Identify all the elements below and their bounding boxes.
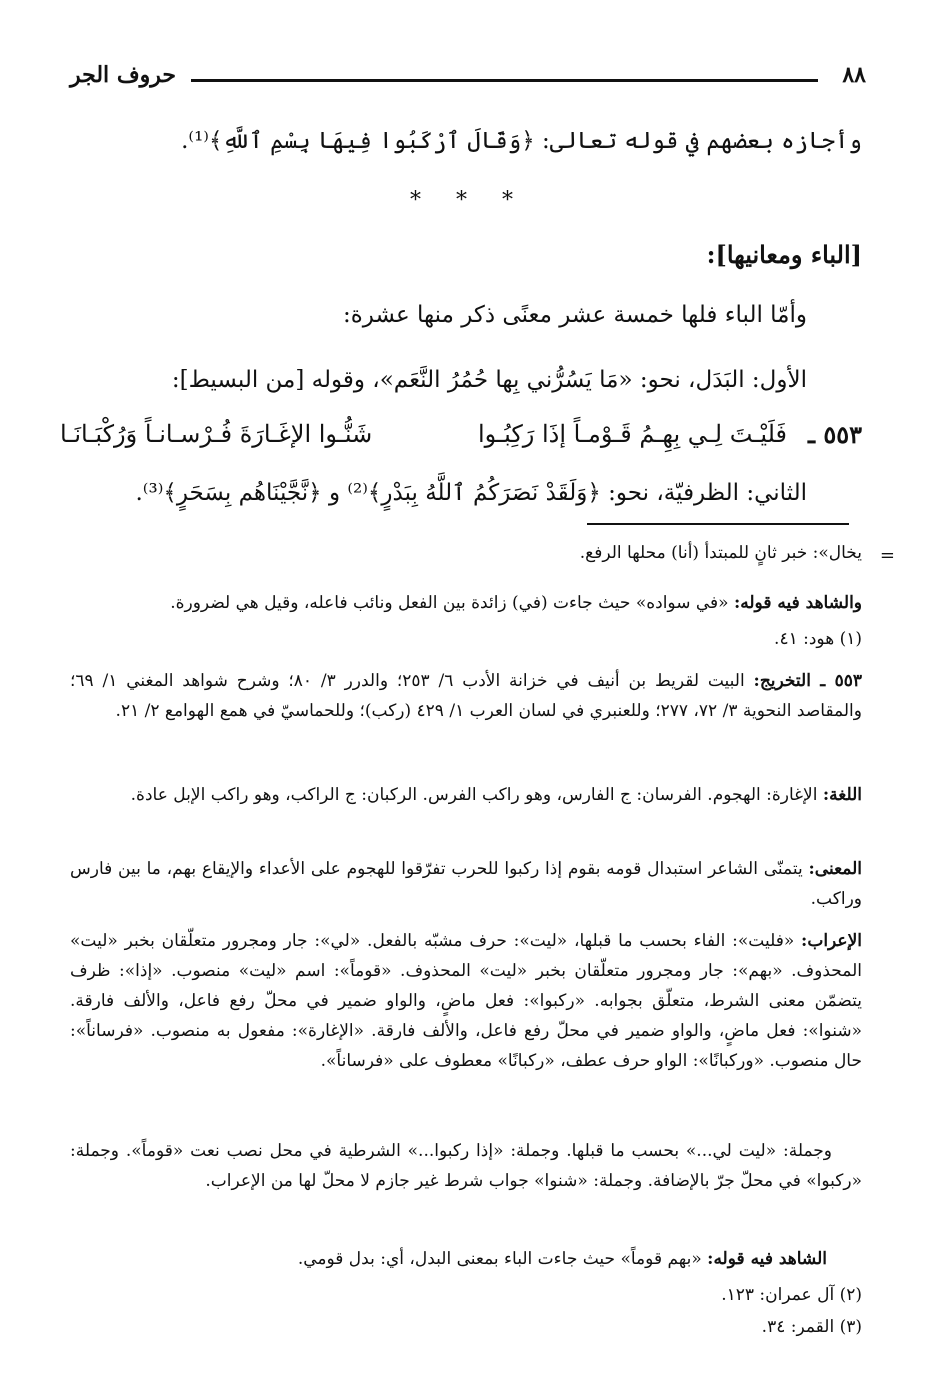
section-stars: * * *	[410, 188, 527, 213]
shahid-text: «في سواده» حيث جاءت (في) زائدة بين الفعل ونائب فاعله، وقيل هي لضرورة.	[170, 593, 729, 613]
shahid-2-text: «بهم قوماً» حيث جاءت الباء بمعنى البدل، أي: بدل قومي.	[297, 1249, 702, 1269]
section-heading: [الباء ومعانيها]:	[706, 240, 862, 269]
footnote-shahid-2	[70, 1244, 827, 1274]
footnote-continuation: يخال»: خبر ثانٍ للمبتدأ (أنا) محلها الرفع.	[579, 543, 862, 563]
lugha-label: اللغة:	[822, 785, 862, 805]
irab-text: «فليت»: الفاء بحسب ما قبلها، «ليت»: حرف مشبّه بالفعل. «لي»: جار ومجرور متعلّقان بخبر «ليت» المحذوف. «بهم»: جار ومجرور متعلّقان بخبر «ليت» المحذوف. «قوماً»: اسم «ليت» منصوب. «إذا»: ظرف يتضمّن معنى الشرط، متعلّق بجوابه. «ركبوا»: فعل ماضٍ، والواو ضمير في محلّ رفع فاعل، والألف فارقة. «شنوا»: فعل ماضٍ، والواو ضمير في محلّ رفع فاعل، والألف فارقة. «الإغارة»: مفعول به منصوب. «فرساناً»: حال منصوب. «وركبانًا»: الواو حرف عطف، «ركبانًا» معطوف على «فرساناً».	[70, 931, 862, 1071]
footnote-jumla: وجملة: «ليت لي...» بحسب ما قبلها. وجملة: «إذا ركبوا...» الشرطية في محل نصب نعت «قوماً». وجملة: «ركبوا» في محلّ جرّ بالإضافة. وجملة: «شنوا» جواب شرط غير جازم لا محلّ لها من الإعراب.	[70, 1141, 862, 1191]
body-line-3: الأول: البَدَل، نحو: «مَا يَسُرُّني بِها حُمُرُ النَّعَم»، وقوله [من البسيط]:	[171, 367, 807, 393]
continuation-mark: =	[879, 545, 895, 566]
irab-label: الإعراب:	[801, 931, 862, 951]
footnote-shahid-1	[70, 588, 862, 618]
footnote-irab	[70, 926, 862, 1076]
takhrij-label: ٥٥٣ ـ التخريج:	[753, 671, 862, 691]
footnote-1: (١) هود: ٤١.	[774, 629, 862, 649]
body-line-2: وأمّا الباء فلها خمسة عشر معنًى ذكر منها عشرة:	[343, 302, 807, 328]
shahid-2-label: الشاهد فيه قوله:	[707, 1249, 827, 1269]
footnote-separator	[587, 523, 849, 525]
body-line-1: وأجازه بعضهم في قوله تعالى: ﴿وَقَالَ ٱرْكَبُوا فِيهَا بِسْمِ ٱللَّهِ﴾⁽¹⁾.	[181, 128, 862, 154]
footnote-3: (٣) القمر: ٣٤.	[761, 1317, 862, 1337]
lugha-text: الإغارة: الهجوم. الفرسان: ج الفارس، وهو راكب الفرس. الركبان: ج الراكب، وهو راكب الإبل عادة.	[130, 785, 818, 805]
verse-hemistich-2: شَنُّـوا الإغَـارَةَ فُـرْسـانـاً وَرُكْبَـانَـا	[60, 420, 373, 448]
mana-label: المعنى:	[808, 859, 863, 879]
body-line-4: الثاني: الظرفيّة، نحو: ﴿وَلَقَدْ نَصَرَكُمُ ٱللَّهُ بِبَدْرٍ﴾⁽²⁾ و ﴿نَّجَّيْنَاهُم بِسَحَرٍ﴾⁽³⁾.	[135, 480, 807, 506]
takhrij-text: البيت لقريط بن أنيف في خزانة الأدب ٦/ ٢٥٣؛ والدرر ٣/ ٨٠؛ وشرح شواهد المغني ١/ ٦٩؛ والمقاصد النحوية ٣/ ٧٢، ٢٧٧؛ وللعنبري في لسان العرب ١/ ٤٢٩ (ركب)؛ وللحماسيّ في همع الهوامع ٢/ ٢١.	[70, 671, 862, 721]
page-number: ٨٨	[842, 62, 866, 88]
shahid-label: والشاهد فيه قوله:	[733, 593, 862, 613]
mana-text: يتمنّى الشاعر استبدال قومه بقوم إذا ركبوا للحرب تفرّقوا للهجوم على الأعداء والإيقاع بهم، ما بين فارس وراكب.	[70, 859, 862, 909]
verse-number: ٥٥٣ ـ	[807, 420, 862, 449]
footnote-mana	[70, 854, 862, 914]
header-rule	[191, 79, 818, 82]
footnote-2: (٢) آل عمران: ١٢٣.	[721, 1285, 862, 1305]
footnote-lugha	[70, 780, 862, 810]
verse-hemistich-1: فَلَيْـتَ لِـي بِهِـمُ قَـوْمـاً إذَا رَكِبُـوا	[478, 420, 787, 448]
page-header	[56, 62, 866, 92]
running-title: حروف الجر	[70, 62, 176, 88]
footnote-takhrij	[70, 666, 862, 726]
